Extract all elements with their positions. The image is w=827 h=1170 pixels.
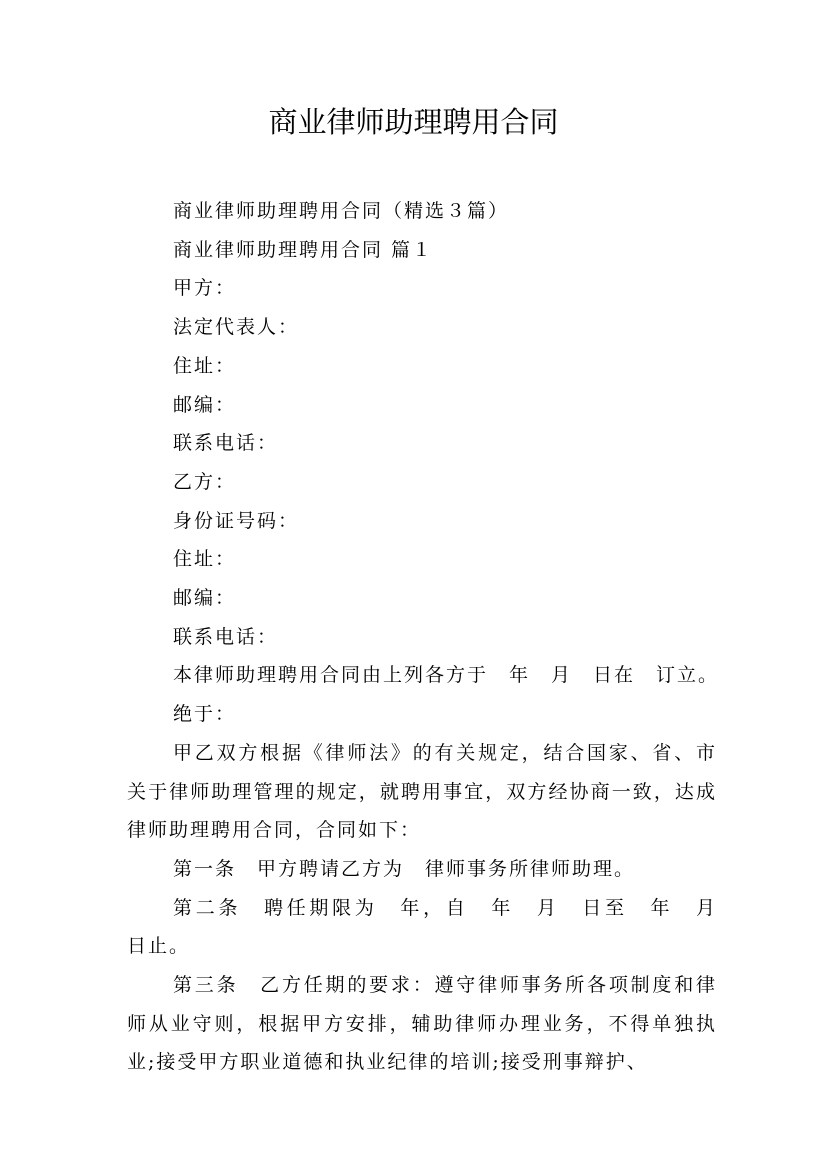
document-title: 商业律师助理聘用合同 [268,105,559,139]
doc-paragraph-article-3: 第三条 乙方任期的要求：遵守律师事务所各项制度和律师从业守则，根据甲方安排，辅助律师办理业务，不得单独执业;接受甲方职业道德和执业纪律的培训;接受刑事辩护、 [127,974,717,1074]
doc-line-signing-date: 本律师助理聘用合同由上列各方于 年 月 日在 订立。 [173,664,720,687]
doc-line-legal-representative: 法定代表人： [173,316,300,339]
doc-line-party-a: 甲方： [173,277,237,300]
doc-line-phone-b: 联系电话： [173,625,279,648]
doc-paragraph-intro: 甲乙双方根据《律师法》的有关规定，结合国家、省、市关于律师助理管理的规定，就聘用事宜，双方经协商一致，达成律师助理聘用合同，合同如下： [127,741,717,842]
doc-line-preamble: 绝于： [173,703,237,726]
doc-line-phone-a: 联系电话： [173,432,279,455]
doc-line-address-b: 住址： [173,548,237,571]
doc-line-address-a: 住址： [173,354,237,377]
doc-paragraph-article-1: 第一条 甲方聘请乙方为 律师事务所律师助理。 [173,857,636,880]
doc-paragraph-article-2: 第二条 聘任期限为 年，自 年 月 日至 年 月 日止。 [127,896,739,958]
doc-line-postcode-a: 邮编： [173,393,237,416]
doc-line-postcode-b: 邮编： [173,587,237,610]
doc-line-party-b: 乙方： [173,470,237,493]
doc-line-id-number: 身份证号码： [173,509,300,532]
document-body [127,192,739,1082]
doc-line-section-heading: 商业律师助理聘用合同 篇１ [173,238,434,261]
doc-line-subtitle: 商业律师助理聘用合同（精选３篇） [173,200,510,222]
